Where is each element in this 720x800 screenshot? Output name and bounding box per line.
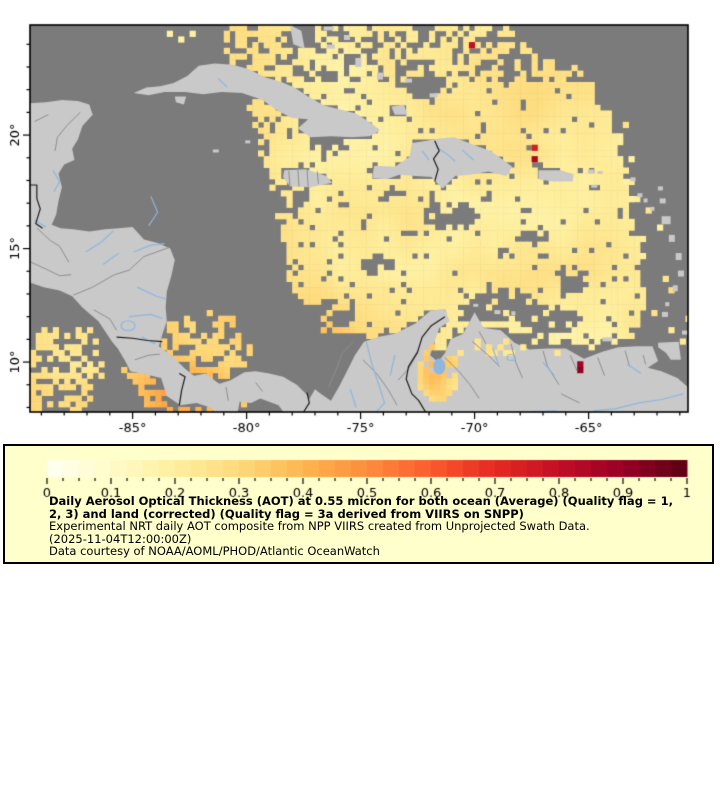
caption-line: 2, 3) and land (corrected) (Quality flag = 3a derived from VIIRS on SNPP) [49,506,524,521]
caption-line: Data courtesy of NOAA/AOML/PHOD/Atlantic OceanWatch [49,544,380,558]
caption-line: Experimental NRT daily AOT composite from NPP VIIRS created from Unprojected Swath Data. [49,519,590,533]
caption-line: (2025-11-04T12:00:00Z) [49,531,192,546]
legend-panel [3,444,714,564]
caption-block [49,495,709,558]
caption-line: Daily Aerosol Optical Thickness (AOT) at 0.55 micron for both ocean (Average) (Quality flag = 1, [49,494,673,508]
